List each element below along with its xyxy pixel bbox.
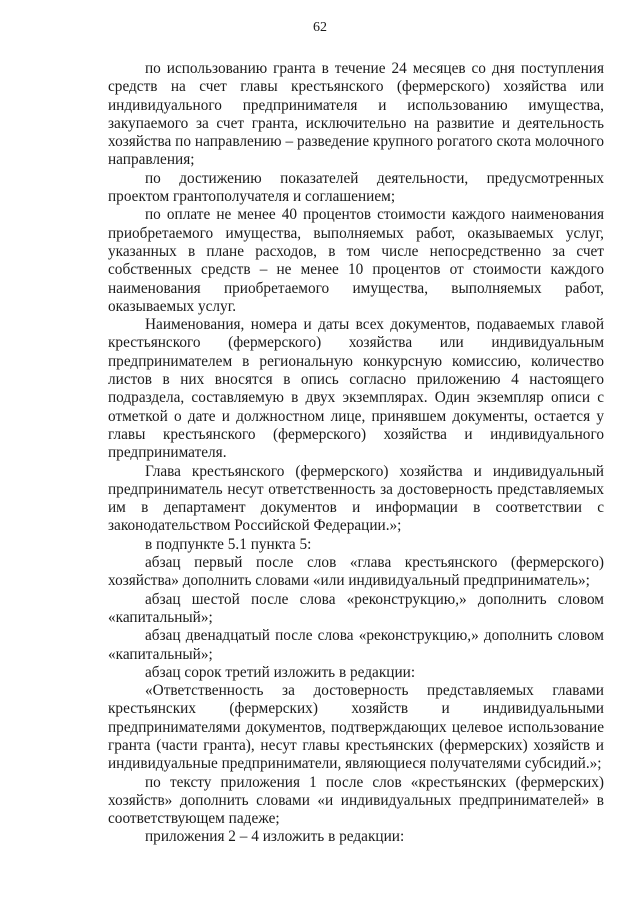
paragraph: приложения 2 – 4 изложить в редакции: (145, 828, 405, 846)
document-body (108, 60, 604, 847)
paragraph: Наименования, номера и даты всех документов, подаваемых главой крестьянского (фермерского) хозяйства или индивидуальным предпринимателем в региональную конкурсную комиссию, количество листов в них вносятся в опись согласно приложению 4 настоящего подраздела, составляемую в двух экземплярах. Один экземпляр описи с отметкой о дате и должностном лице, принявшем документы, остается у главы крестьянского (фермерского) хозяйства и индивидуального предпринимателя. (108, 316, 604, 462)
paragraph: по использованию гранта в течение 24 месяцев со дня поступления средств на счет главы крестьянского (фермерского) хозяйства или индивидуального предпринимателя и использованию имущества, закупаемого за счет гранта, исключительно на развитие и деятельность хозяйства по направлению – разведение крупного рогатого скота молочного направления; (108, 60, 604, 169)
paragraph: в подпункте 5.1 пункта 5: (145, 535, 312, 553)
paragraph: по достижению показателей деятельности, предусмотренных проектом грантополучателя и соглашением; (108, 169, 604, 206)
paragraph: Глава крестьянского (фермерского) хозяйства и индивидуальный предприниматель несут ответственность за достоверность представляемых им в департамент документов и информации в соответствии с законодательством Российской Федерации.»; (108, 462, 604, 535)
paragraph: абзац двенадцатый после слова «реконструкцию,» дополнить словом «капитальный»; (108, 627, 604, 663)
page-number: 62 (313, 20, 327, 35)
paragraph: абзац сорок третий изложить в редакции: (145, 663, 416, 681)
paragraph: абзац первый после слов «глава крестьянского (фермерского) хозяйства» дополнить словами «или индивидуальный предприниматель»; (108, 554, 604, 590)
paragraph: абзац шестой после слова «реконструкцию,» дополнить словом «капитальный»; (108, 590, 604, 626)
paragraph: по тексту приложения 1 после слов «крестьянских (фермерских) хозяйств» дополнить словами «и индивидуальных предпринимателей» в соответствующем падеже; (108, 773, 604, 828)
paragraph: по оплате не менее 40 процентов стоимости каждого наименования приобретаемого имущества, выполняемых работ, оказываемых услуг, указанных в плане расходов, в том числе непосредственно за счет собственных средств – не менее 10 процентов от стоимости каждого наименования приобретаемого имущества, выполняемых работ, оказываемых услуг. (108, 206, 604, 315)
paragraph: «Ответственность за достоверность представляемых главами крестьянских (фермерских) хозяйств и индивидуальными предпринимателями документов, подтверждающих целевое использование гранта (части гранта), несут главы крестьянских (фермерских) хозяйств и индивидуальные предприниматели, являющиеся получателями субсидий.»; (108, 682, 604, 773)
